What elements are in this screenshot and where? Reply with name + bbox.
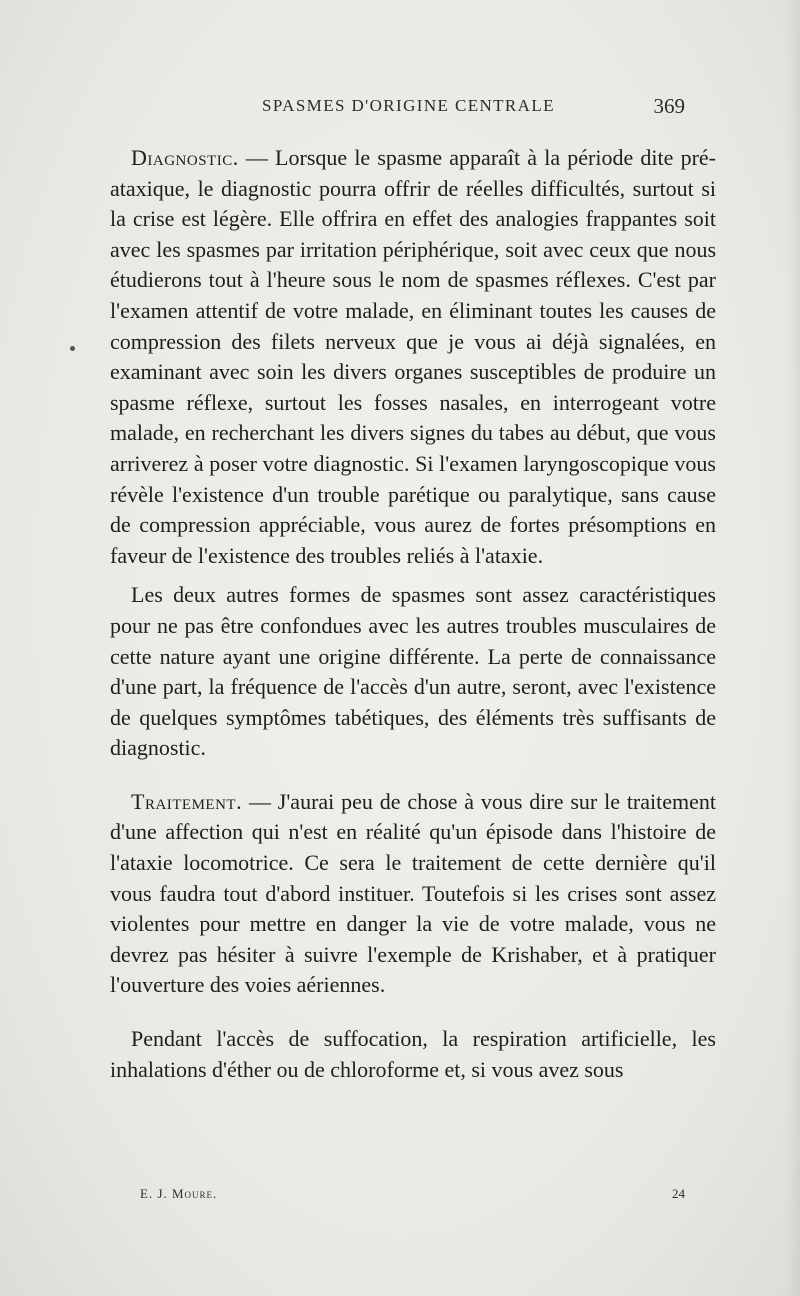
ink-speck <box>70 346 75 351</box>
paragraph-text: Pendant l'accès de suffocation, la respiration artificielle, les inhalations d'éther ou de chloroforme et, si vous avez sous <box>110 1026 716 1082</box>
paragraph-suffocation <box>110 1024 716 1085</box>
signature-mark: 24 <box>672 1186 685 1201</box>
paragraph-text: — Lorsque le spasme apparaît à la période dite pré-ataxique, le diagnostic pourra offrir de réelles difficultés, surtout si la crise est légère. Elle offrira en effet des analogies frappantes soit avec les spasmes par irritation périphérique, soit avec ceux que nous étudierons tout à l'heure sous le nom de spasmes réflexes. C'est par l'examen attentif de votre malade, en éliminant toutes les causes de compression des filets nerveux que je vous ai déjà signalées, en examinant avec soin les divers organes susceptibles de produire un spasme réflexe, surtout les fosses nasales, en interrogeant votre malade, en recherchant les divers signes du tabes au début, que vous arriverez à poser votre diagnostic. Si l'examen laryngoscopique vous révèle l'existence d'un trouble parétique ou paralytique, sans cause de compression appréciable, vous aurez de fortes présomptions en faveur de l'existence des troubles reliés à l'ataxie. <box>110 145 716 568</box>
section-lead-traitement: Traitement. <box>131 788 243 814</box>
page-footer <box>140 1186 685 1206</box>
paragraph-text: Les deux autres formes de spasmes sont assez caractéristiques pour ne pas être confondues avec les autres troubles musculaires de cette nature ayant une origine différente. La perte de connaissance d'une part, la fréquence de l'accès d'un autre, seront, avec l'existence de quelques symptômes tabétiques, des éléments très suffisants de diagnostic. <box>110 582 716 761</box>
footer-author: E. J. Moure. <box>140 1186 218 1201</box>
section-lead-diagnostic: Diagnostic. <box>131 145 239 170</box>
paragraph-text: — J'aurai peu de chose à vous dire sur le traitement d'une affection qui n'est en réalité qu'un épisode dans l'histoire de l'ataxie locomotrice. Ce sera le traitement de cette dernière qu'il vous faudra tout d'abord instituer. Toutefois si les crises sont assez violentes pour mettre en danger la vie de votre malade, vous ne devrez pas hésiter à suivre l'exemple de Krishaber, et à pratiquer l'ouverture des voies aériennes. <box>110 788 716 998</box>
body-text <box>110 143 716 1085</box>
page-edge-shadow <box>786 0 800 1296</box>
running-title: SPASMES D'ORIGINE CENTRALE <box>262 96 555 115</box>
page-header <box>110 96 685 120</box>
paragraph-traitement <box>110 787 716 1001</box>
paragraph-other-forms <box>110 580 716 764</box>
paragraph-diagnostic <box>110 143 716 571</box>
page-number: 369 <box>653 94 685 118</box>
